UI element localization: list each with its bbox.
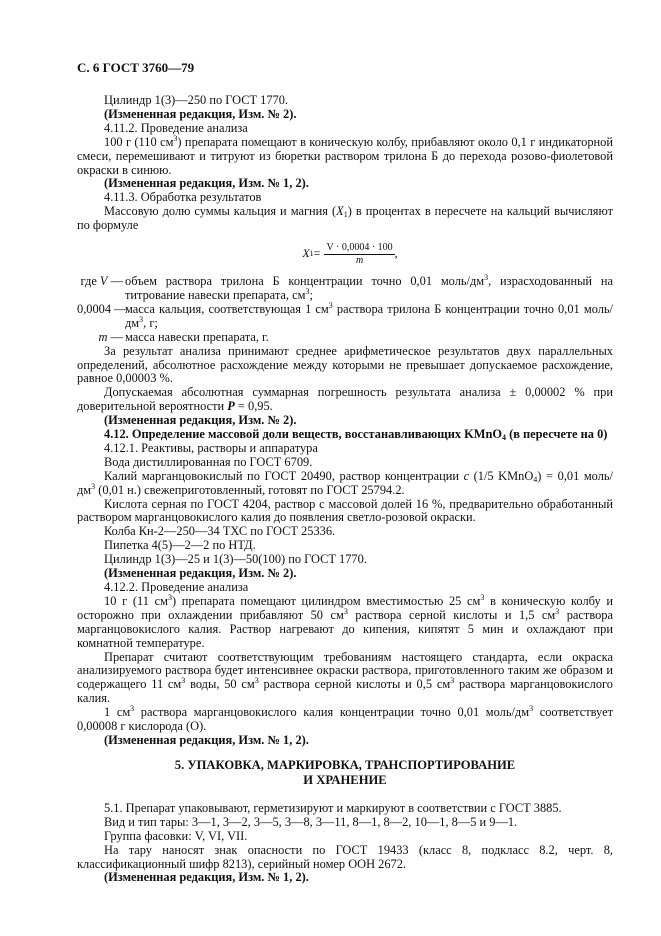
text-run: Допускаемая абсолютная суммарная погрешность результата анализа ± 0,00002 % при доверительной вероятности <box>77 385 613 414</box>
paragraph <box>77 456 613 470</box>
text-run: (0,01 н.) свежеприготовленный, готовят по ГОСТ 25794.2. <box>95 482 405 497</box>
paragraph <box>77 470 613 498</box>
text-run: ) в процентах в пересчете на кальций вычисляют по формуле <box>77 204 613 233</box>
superscript: 3 <box>139 314 144 324</box>
text-run: раствора серной кислоты и 0,5 см <box>258 677 451 692</box>
bold-note <box>77 414 613 428</box>
document-body <box>77 94 613 885</box>
definition-term <box>77 303 125 331</box>
text-run: раствора марганцовокислого калия. <box>77 677 613 706</box>
text-run: ) препарата помещают цилиндром вместимостью 25 см <box>171 593 481 608</box>
text-run: (Измененная редакция, Изм. № 1, 2). <box>104 176 309 191</box>
text-run: (Измененная редакция, Изм. № 1, 2). <box>104 732 309 747</box>
superscript: 3 <box>555 606 560 616</box>
superscript: 3 <box>328 300 333 310</box>
definition-item <box>77 300 613 331</box>
paragraph <box>77 844 613 872</box>
text-run: (Измененная редакция, Изм. № 2). <box>104 566 297 581</box>
heading-line: 5. УПАКОВКА, МАРКИРОВКА, ТРАНСПОРТИРОВАНИЕ <box>174 757 516 772</box>
formula-denominator: m <box>355 254 364 266</box>
formula-equals: = <box>313 246 321 261</box>
italic-symbol: c <box>463 468 470 483</box>
definition-term <box>77 331 125 345</box>
superscript: 3 <box>480 592 485 602</box>
paragraph <box>77 539 613 553</box>
text-run: раствора серной кислоты и 1,5 см <box>347 607 556 622</box>
subscript: 4 <box>502 433 507 443</box>
text-run: (в пересчете на 0) <box>506 427 608 442</box>
text-run: 4.11.2. Проведение анализа <box>104 120 248 135</box>
bold-note <box>77 734 613 748</box>
text-run: ; <box>309 287 313 302</box>
text-run: , израсходованный на титрование навески препарата, см <box>125 274 613 302</box>
text-run: 4.12.2. Проведение анализа <box>104 580 249 594</box>
definition-text <box>125 300 613 331</box>
paragraph <box>77 553 613 567</box>
superscript: 3 <box>254 676 259 686</box>
formula-numerator: V · 0,0004 · 100 <box>326 241 393 253</box>
paragraph <box>77 706 613 734</box>
text-run: Колба Кн-2—250—34 ТХС по ГОСТ 25336. <box>104 524 336 539</box>
paragraph <box>77 191 613 205</box>
paragraph <box>77 498 613 526</box>
formula-tail: , <box>394 246 398 261</box>
superscript: 3 <box>529 704 534 714</box>
paragraph <box>77 581 613 595</box>
paragraph <box>77 651 613 707</box>
superscript: 3 <box>167 592 172 602</box>
definition-item <box>77 275 613 303</box>
paragraph <box>77 386 613 414</box>
text-run: соответствует 0,00008 г кислорода (О). <box>77 705 613 734</box>
paragraph <box>77 122 613 136</box>
bold-italic-symbol: P <box>227 399 235 414</box>
definition-text <box>125 331 613 345</box>
paragraph <box>77 133 613 178</box>
text-run: , г; <box>143 315 158 330</box>
text-run: Пипетка 4(5)—2—2 по НТД. <box>104 538 256 553</box>
heading-line: И ХРАНЕНИЕ <box>303 773 387 788</box>
text-run: 1 см <box>104 705 131 720</box>
text-run: масса навески препарата, г. <box>125 329 269 344</box>
text-run: раствора трилона Б концентрации точно 0,01 моль/дм <box>125 301 613 330</box>
bold-note <box>77 428 613 442</box>
text-run: (Измененная редакция, Изм. № 2). <box>104 106 297 121</box>
text-run: ) препарата помещают в коническую колбу, прибавляют около 0,1 г индикаторной смеси, перемешивают и титруют из бюретки раствором трилона Б до перехода розово-фиолетовой окраски в синюю. <box>77 134 613 177</box>
paragraph <box>77 802 613 816</box>
definition-text <box>125 275 613 303</box>
text-run: Калий марганцовокислый по ГОСТ 20490, раствор концентрации <box>104 468 464 483</box>
superscript: 3 <box>130 704 135 714</box>
paragraph <box>77 830 613 844</box>
text-run: (Измененная редакция, Изм. № 1, 2). <box>104 870 309 885</box>
superscript: 3 <box>173 133 178 143</box>
definition-term <box>77 275 125 303</box>
text-run: раствора марганцовокислого калия. Раствор нагревают до кипения, кипятят 5 мин и охлаждают при комнатной температуре. <box>77 607 613 650</box>
page-header: С. 6 ГОСТ 3760—79 <box>77 60 195 75</box>
text-run: (1/5 KMnO <box>469 468 534 483</box>
text-run: раствора марганцовокислого калия концентрации точно 0,01 моль/дм <box>134 705 530 720</box>
text-run: 10 г (11 см <box>104 593 168 608</box>
text-run: ) = 0,01 моль/дм <box>77 468 613 497</box>
superscript: 3 <box>91 481 96 491</box>
section-heading <box>77 758 613 789</box>
italic-symbol: m <box>98 329 108 344</box>
superscript: 3 <box>450 676 455 686</box>
text-run: — <box>107 274 123 289</box>
text-run: Цилиндр 1(3)—250 по ГОСТ 1770. <box>104 93 289 107</box>
text-run: 100 г (110 см <box>104 134 174 149</box>
subscript: 1 <box>343 210 348 220</box>
bold-note <box>77 871 613 885</box>
text-run: Цилиндр 1(3)—25 и 1(3)—50(100) по ГОСТ 1770. <box>104 552 367 567</box>
text-run: На тару наносят знак опасности по ГОСТ 19433 (класс 8, подкласс 8.2, черт. 8, классификационный шифр 8213), серийный номер ООН 2672. <box>77 842 613 871</box>
text-run: Препарат считают соответствующим требованиям настоящего стандарта, если окраска анализируемого раствора будет интенсивнее окраски раствора, приготовленного таким же образом и содержащего 11 см <box>77 649 613 692</box>
text-run: где <box>80 274 100 289</box>
paragraph <box>77 345 613 387</box>
paragraph <box>77 816 613 830</box>
superscript: 3 <box>181 676 186 686</box>
paragraph <box>77 525 613 539</box>
text-run: в коническую колбу и осторожно при охлаждении прибавляют 50 см <box>77 593 613 622</box>
subscript: 4 <box>533 474 538 484</box>
paragraph <box>77 94 613 108</box>
text-run: За результат анализа принимают среднее арифметическое результатов двух параллельных определений, абсолютное расхождение между которыми не превышает допускаемое расхождение, равное 0,00003 %. <box>77 343 613 386</box>
paragraph <box>77 592 613 651</box>
bold-note <box>77 177 613 191</box>
text-run: 4.11.3. Обработка результатов <box>104 190 262 205</box>
text-run: объем раствора трилона Б концентрации точно 0,01 моль/дм <box>125 274 485 289</box>
text-run: (Измененная редакция, Изм. № 2). <box>104 413 297 428</box>
text-run: Вода дистиллированная по ГОСТ 6709. <box>104 454 313 469</box>
paragraph <box>77 442 613 456</box>
formula: X 1 = $\frac{V \cdot 0,0004 \cdot 100}{m}$ , <box>302 241 398 266</box>
superscript: 3 <box>305 286 310 296</box>
text-run: Вид и тип тары: 3—1, 3—2, 3—5, 3—8, 3—11, 8—1, 8—2, 10—1, 8—5 и 9—1. <box>104 814 518 829</box>
bold-note <box>77 108 613 122</box>
formula-lhs: X <box>302 246 310 261</box>
definition-item <box>77 331 613 345</box>
text-run: Массовую долю суммы кальция и магния ( <box>104 204 337 219</box>
text-run: 0,0004 — <box>77 301 127 316</box>
text-run: 4.12.1. Реактивы, растворы и аппаратура <box>104 440 318 455</box>
bold-note <box>77 567 613 581</box>
text-run: Кислота серная по ГОСТ 4204, раствор с массовой долей 16 %, предварительно обработанный раствором марганцовокислого калия до появления светло-розовой окраски. <box>77 496 613 525</box>
paragraph <box>77 205 613 233</box>
text-run: — <box>107 329 123 344</box>
text-run: 4.12. Определение массовой доли веществ, восстанавливающих KMnO <box>104 427 503 442</box>
italic-symbol: X <box>336 204 344 219</box>
text-run: масса кальция, соответствующая 1 см <box>125 301 329 316</box>
text-run: Группа фасовки: V, VI, VII. <box>104 828 248 843</box>
formula-fraction <box>324 242 394 267</box>
superscript: 3 <box>484 273 489 283</box>
superscript: 3 <box>343 606 348 616</box>
italic-symbol: V <box>99 274 108 289</box>
text-run: = 0,95. <box>234 399 273 414</box>
text-run: 5.1. Препарат упаковывают, герметизируют и маркируют в соответствии с ГОСТ 3885. <box>104 800 562 815</box>
text-run: воды, 50 см <box>185 677 255 692</box>
